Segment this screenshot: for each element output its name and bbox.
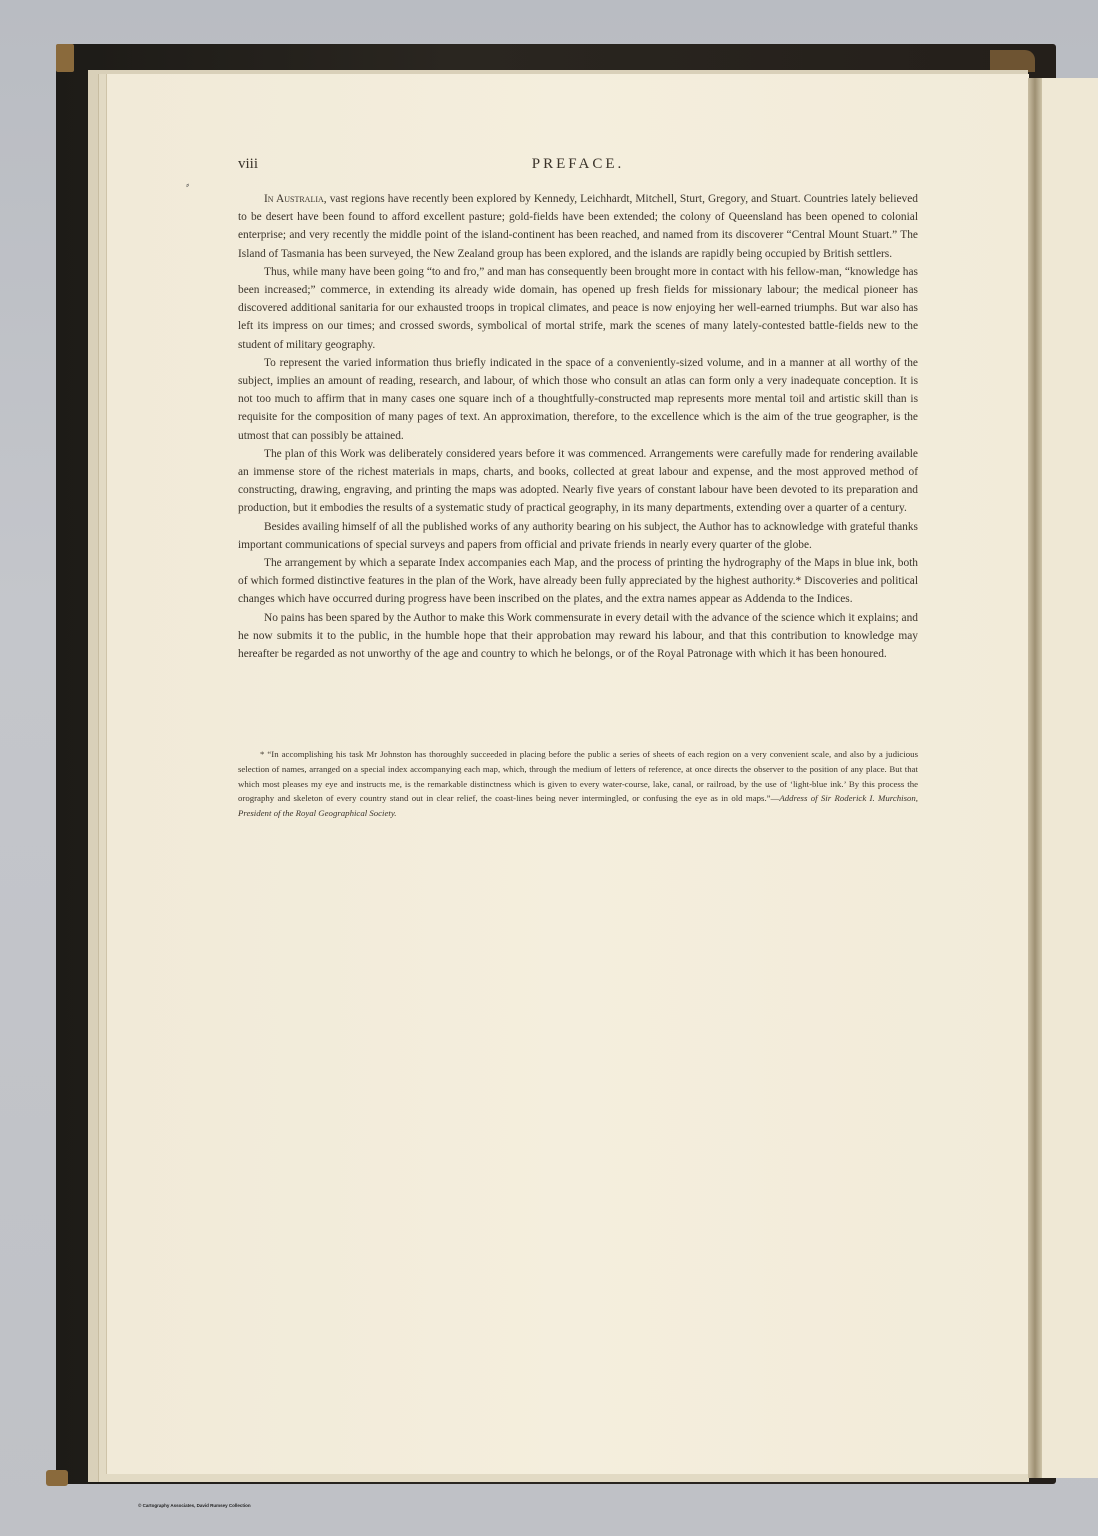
page-title: PREFACE.	[531, 156, 625, 172]
paragraph-knowledge: Thus, while many have been going “to and fro,” and man has consequently been brought more in contact with his fellow-man, “knowledge has been increased;” commerce, in extending its already wide domain, has opened up fresh fields for missionary labour; the medical pioneer has discovered additional sanitaria for our exhausted troops in tropical climates, and peace is now enjoying her well-earned triumphs. But war also has left its impress on our times; and crossed swords, symbolical of mortal strife, mark the scenes of many lately-contested battle-fields new to the student of military geography.	[238, 265, 918, 351]
paragraph-conclusion: No pains has been spared by the Author to make this Work commensurate in every detail with the advance of the science which it explains; and he now submits it to the public, in the humble hope that their approbation may reward his labour, and that this contribution to knowledge may hereafter be regarded as not unworthy of the age and country to which he belongs, or of the Royal Patronage with which it has been honoured.	[238, 611, 918, 661]
collection-credit: © Cartography Associates, David Rumsey Collection	[138, 1503, 251, 1508]
stray-ink-mark: ⸗	[186, 180, 190, 191]
preface-body	[238, 190, 918, 663]
book-gutter	[1028, 78, 1042, 1478]
paragraph-australia	[238, 190, 918, 263]
paragraph-plan: The plan of this Work was deliberately considered years before it was commenced. Arrangements were carefully made for rendering available an immense store of the richest materials in maps, charts, and books, collected at great labour and expense, and the most approved method of constructing, drawing, engraving, and printing the maps was adopted. Nearly five years of constant labour have been devoted to its preparation and production, but it embodies the results of a systematic study of practical geography, in its many departments, extending over a quarter of a century.	[238, 447, 918, 515]
paragraph-text: vast regions have recently been explored by Kennedy, Leichhardt, Mitchell, Sturt, Gregory, and Stuart. Countries lately believed to be desert have been found to afford excellent pasture; gold-fields have been extended; the colony of Queensland has been opened to colonial enterprise; and very recently the middle point of the island-continent has been reached, and named from its discoverer “Central Mount Stuart.” The Island of Tasmania has been surveyed, the New Zealand group has been explored, and the islands are rapidly being occupied by British settlers.	[238, 193, 919, 260]
paragraph-index: The arrangement by which a separate Index accompanies each Map, and the process of printing the hydrography of the Maps in blue ink, both of which formed distinctive features in the plan of the Work, have already been fully appreciated by the highest authority.* Discoveries and political changes which have occurred during progress have been inscribed on the plates, and the extra names appear as Addenda to the Indices.	[238, 557, 918, 606]
smallcaps-lead: In Australia,	[264, 193, 327, 205]
footnote-text: * “In accomplishing his task Mr Johnston has thoroughly succeeded in placing before the public a series of sheets of each region on a very convenient scale, and also by a judicious selection of names, arranged on a special index accompanying each map, which, through the medium of letters of reference, at once directs the observer to the position of any place. But that which most pleases my eye and instructs me, is the remarkable distinctness which is given to every water-course, lake, canal, or railroad, by the use of ‘light-blue ink.’ By this process the orography and skeleton of every country stand out in clear relief, the coast-lines being never intermingled, or confusing the eye as in old maps.”—	[238, 749, 918, 804]
facing-page-edge	[1042, 78, 1098, 1478]
worn-cover-edge	[990, 50, 1035, 72]
paragraph-acknowledgement: Besides availing himself of all the published works of any authority bearing on his subject, the Author has to acknowledge with grateful thanks important communications of special surveys and papers from official and private friends in nearly every quarter of the globe.	[238, 520, 918, 551]
footnote-citation: Address of Sir Roderick I. Murchison, President of the Royal Geographical Society.	[238, 793, 919, 819]
footnote	[238, 747, 918, 821]
worn-cover-corner	[46, 1470, 68, 1486]
running-head	[238, 156, 918, 176]
paragraph-representation: To represent the varied information thus briefly indicated in the space of a conveniently-sized volume, and in a manner at all worthy of the subject, implies an amount of reading, research, and labour, of which those who consult an atlas can form only a very inadequate conception. It is not too much to affirm that in many cases one square inch of a thoughtfully-constructed map represents more mental toil and artistic skill than is requisite for the composition of many pages of text. An approximation, therefore, to the excellence which is the aim of the true geographer, is the utmost that can possibly be attained.	[238, 356, 918, 442]
page-number: viii	[238, 156, 259, 172]
worn-cover-corner	[56, 44, 74, 72]
